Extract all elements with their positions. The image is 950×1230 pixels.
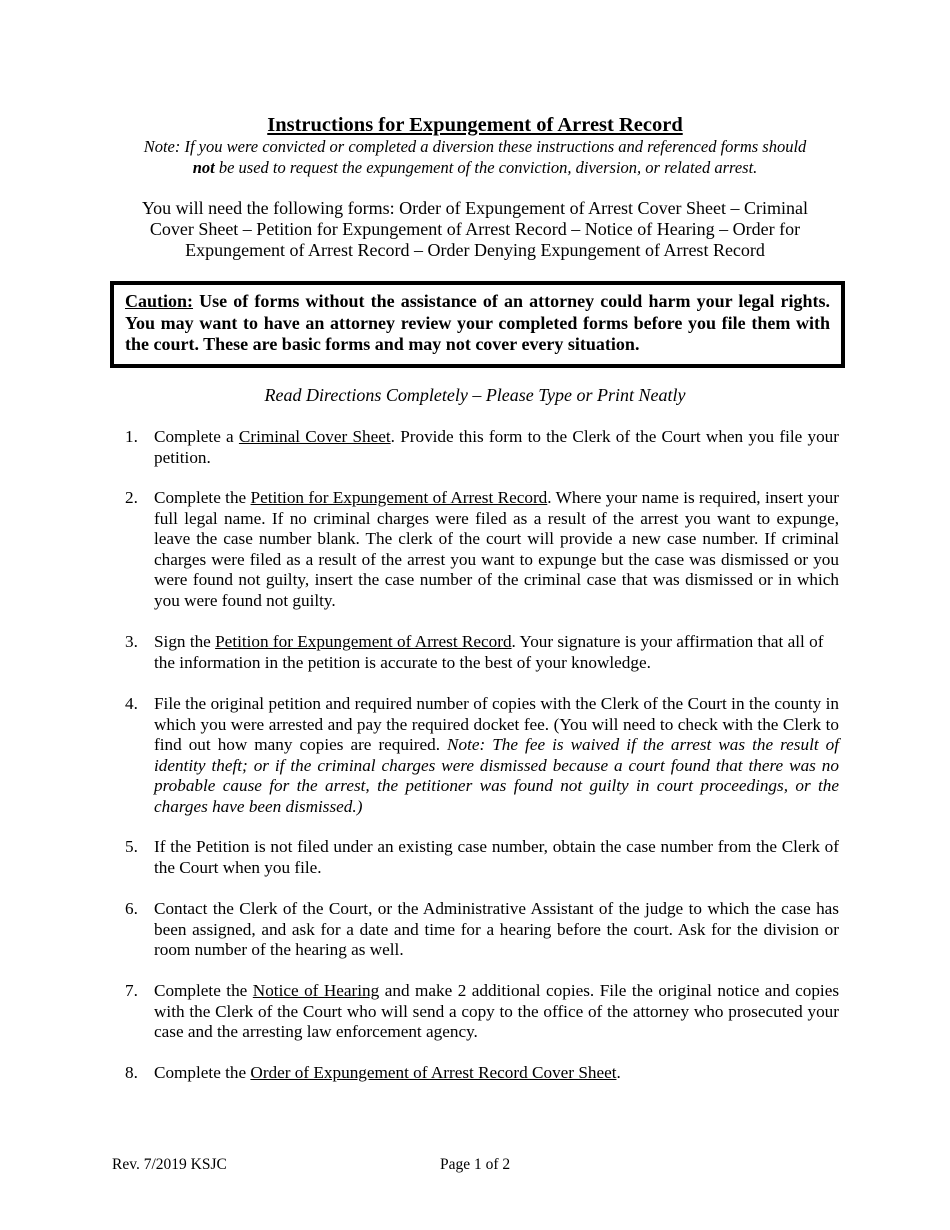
step-7: [125, 981, 839, 1043]
step-text: Contact the Clerk of the Court, or the Administrative Assistant of the judge to which the case has been assigned, and ask for a date and time for a hearing before the court. Ask for the division or room number of the hearing as well.: [154, 899, 839, 960]
note-text-end: be used to request the expungement of the conviction, diversion, or related arrest.: [218, 158, 758, 177]
step-text-pre: Complete a: [154, 427, 234, 446]
step-text-main: File the original petition and required number of copies with the Clerk of the Court in the county in which you were arrested and pay the required docket fee. (You will need to check with the Clerk to find out how many copies are required.: [154, 694, 839, 755]
step-text-pre: Sign the: [154, 632, 211, 651]
step-text: [154, 1063, 839, 1084]
directions-heading: Read Directions Completely – Please Type or Print Neatly: [264, 385, 686, 405]
caution-box: [110, 281, 845, 368]
petition-form-link: Petition for Expungement of Arrest Record: [215, 632, 512, 651]
fee-waiver-note: Note: The fee is waived if the arrest was the result of identity theft; or if the criminal charges were dismissed because a court found that there was no probable cause for the arrest, the petitioner was found not guilty in court proceedings, or the charges have been dismissed.): [154, 735, 840, 816]
order-cover-sheet-link: Order of Expungement of Arrest Record Cover Sheet: [250, 1063, 617, 1082]
step-text: [154, 981, 839, 1043]
caution-label: Caution:: [125, 291, 194, 311]
criminal-cover-sheet-link: Criminal Cover Sheet: [238, 427, 391, 446]
note-text-start: Note: If you were convicted or completed a diversion these instructions and referenced forms should: [143, 137, 807, 156]
step-text-pre: Complete the: [154, 981, 248, 1000]
step-5: [125, 837, 839, 878]
step-number: 3.: [125, 632, 138, 651]
step-text-pre: Complete the: [154, 488, 247, 507]
conviction-note: [110, 136, 840, 178]
note-emphasis: not: [192, 158, 215, 177]
step-number: 1.: [125, 427, 138, 446]
step-4: [125, 694, 839, 818]
caution-text: Use of forms without the assistance of an attorney could harm your legal rights. You may want to have an attorney review your completed forms before you file them with the court. These are basic forms and may not cover every situation.: [125, 291, 830, 354]
step-text: [154, 632, 839, 673]
step-number: 6.: [125, 899, 138, 918]
page-number: Page 1 of 2: [440, 1156, 511, 1173]
step-number: 2.: [125, 488, 138, 507]
step-6: [125, 899, 839, 961]
petition-form-link: Petition for Expungement of Arrest Record: [250, 488, 548, 507]
step-text-pre: Complete the: [154, 1063, 247, 1082]
step-text-post: .: [616, 1063, 621, 1082]
step-number: 4.: [125, 694, 138, 713]
step-text: [154, 488, 839, 612]
step-text-post: and make 2 additional copies. File the original notice and copies with the Clerk of the Court who will send a copy to the office of the attorney who prosecuted your case and the arresting law enforcement agency.: [154, 981, 840, 1042]
step-text-post: . Provide this form to the Clerk of the Court when you file your petition.: [154, 427, 840, 467]
step-number: 8.: [125, 1063, 138, 1082]
step-1: [125, 427, 839, 468]
page-title: Instructions for Expungement of Arrest Record: [267, 114, 683, 136]
revision-label: Rev. 7/2019 KSJC: [112, 1156, 227, 1173]
step-text: [154, 694, 839, 818]
notice-of-hearing-link: Notice of Hearing: [252, 981, 380, 1000]
step-2: [125, 488, 839, 612]
step-text: If the Petition is not filed under an existing case number, obtain the case number from the Clerk of the Court when you file.: [154, 837, 839, 877]
step-8: [125, 1063, 839, 1084]
step-number: 7.: [125, 981, 138, 1000]
step-3: [125, 632, 839, 673]
step-text-post: . Your signature is your affirmation that all of the information in the petition is accurate to the best of your knowledge.: [154, 632, 824, 672]
required-forms-list: You will need the following forms: Order of Expungement of Arrest Cover Sheet – Criminal Cover Sheet – Petition for Expungement of Arrest Record – Notice of Hearing – Order for Expungement of Arrest Record – Order Denying Expungement of Arrest Record: [141, 198, 809, 260]
step-text: [154, 427, 839, 468]
step-text-post: . Where your name is required, insert your full legal name. If no criminal charges were filed as a result of the arrest you want to expunge, leave the case number blank. The clerk of the court will provide a new case number. If criminal charges were filed as a result of the arrest you want to expunge but the case was dismissed or you were found not guilty, insert the case number of the criminal case that was dismissed or in which you were found not guilty.: [154, 488, 839, 610]
step-number: 5.: [125, 837, 138, 856]
